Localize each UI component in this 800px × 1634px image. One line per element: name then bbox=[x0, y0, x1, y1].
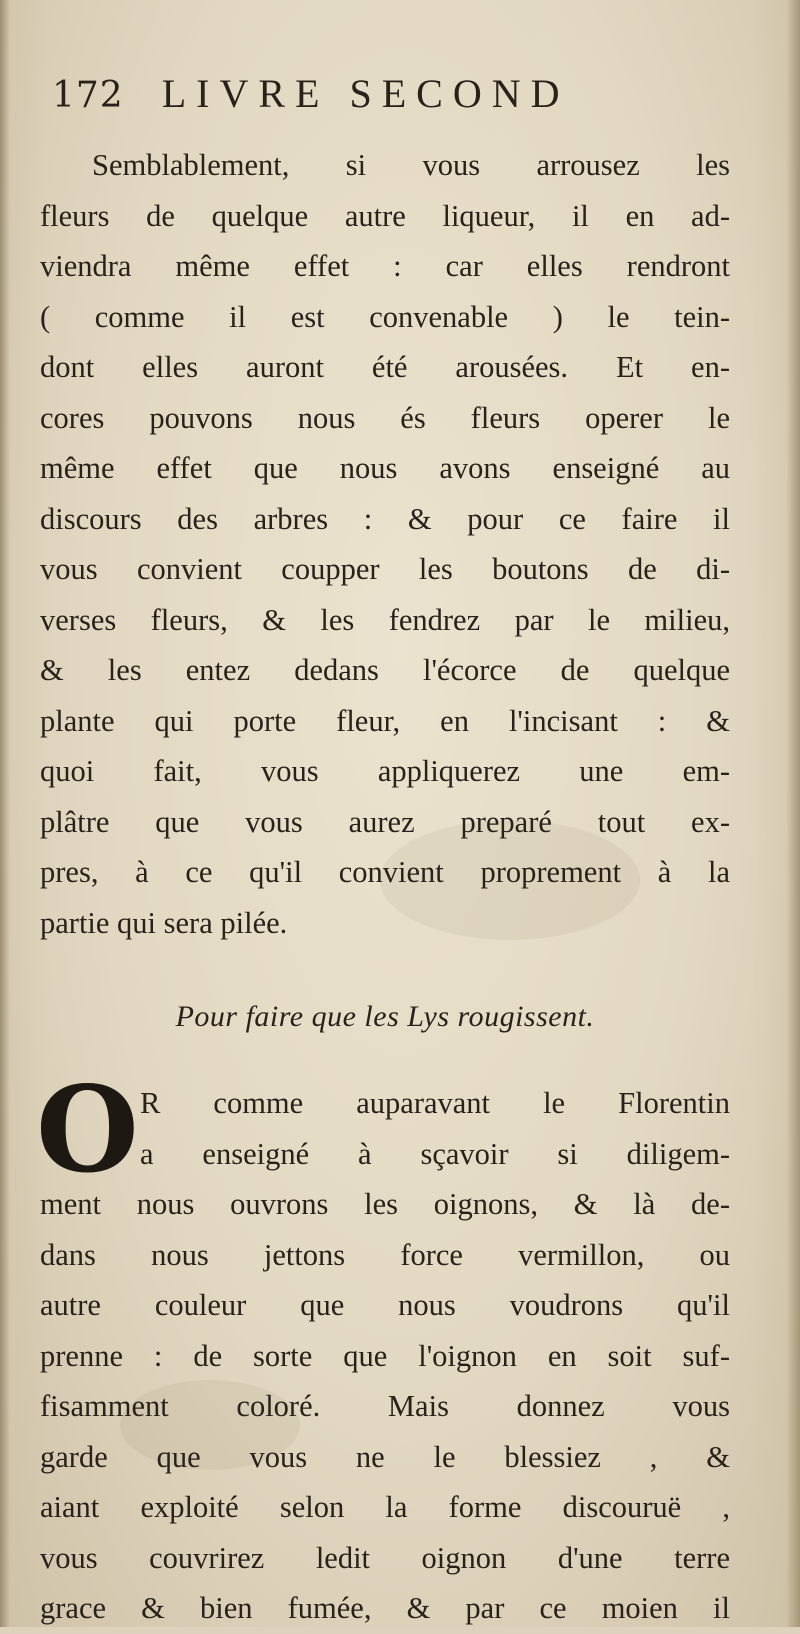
text-line: plante qui porte fleur, en l'incisant : & bbox=[40, 703, 730, 738]
text-line: partie qui sera pilée. bbox=[40, 905, 288, 940]
running-head bbox=[52, 70, 730, 140]
text-line: prenne : de sorte que l'oignon en soit suf- bbox=[40, 1338, 730, 1373]
text-line: ( comme il est convenable ) le tein- bbox=[40, 299, 730, 334]
text-line: fleurs de quelque autre liqueur, il en ad- bbox=[40, 198, 730, 233]
page-gutter-shadow bbox=[0, 0, 10, 1627]
text-line: a enseigné à sçavoir si diligem- bbox=[140, 1136, 730, 1171]
page-edge-shadow bbox=[786, 0, 800, 1627]
text-line: même effet que nous avons enseigné au bbox=[40, 451, 730, 485]
text-line: vous couvrirez ledit oignon d'une terre bbox=[40, 1540, 730, 1575]
text-line: pres, à ce qu'il convient proprement à la bbox=[40, 855, 730, 889]
text-line: dont elles auront été arousées. Et en- bbox=[40, 350, 730, 384]
text-line: autre couleur que nous voudrons qu'il bbox=[40, 1288, 730, 1322]
running-title: LIVRE SECOND bbox=[161, 71, 570, 116]
paragraph-1 bbox=[40, 140, 730, 948]
text-line: quoi fait, vous appliquerez une em- bbox=[40, 754, 730, 788]
section-heading: Pour faire que les Lys rougissent. bbox=[175, 1000, 595, 1033]
text-line: vous convient coupper les boutons de di- bbox=[40, 552, 730, 586]
text-line: Semblablement, si vous arrousez les bbox=[92, 148, 730, 182]
text-line: cores pouvons nous és fleurs operer le bbox=[40, 400, 730, 435]
text-line: fisamment coloré. Mais donnez vous bbox=[40, 1389, 730, 1423]
text-line: grace & bien fumée, & par ce moien il bbox=[40, 1591, 730, 1625]
text-line: viendra même effet : car elles rendront bbox=[40, 249, 730, 283]
text-line: ment nous ouvrons les oignons, & là de- bbox=[40, 1187, 730, 1221]
page-number: 172 bbox=[52, 75, 124, 116]
text-line: verses fleurs, & les fendrez par le milieu, bbox=[40, 602, 730, 637]
text-line: garde que vous ne le blessiez , & bbox=[40, 1439, 730, 1474]
text-line: aiant exploité selon la forme discouruë , bbox=[40, 1490, 730, 1524]
text-line: R comme auparavant le Florentin bbox=[140, 1086, 730, 1120]
text-line: plâtre que vous aurez preparé tout ex- bbox=[40, 804, 730, 839]
text-line: & les entez dedans l'écorce de quelque bbox=[40, 653, 730, 687]
page-text bbox=[36, 70, 730, 1634]
text-line: dans nous jettons force vermillon, ou bbox=[40, 1237, 730, 1272]
drop-cap: O bbox=[36, 1060, 139, 1199]
paragraph-2 bbox=[36, 1060, 730, 1634]
text-line: discours des arbres : & pour ce faire il bbox=[40, 501, 730, 536]
